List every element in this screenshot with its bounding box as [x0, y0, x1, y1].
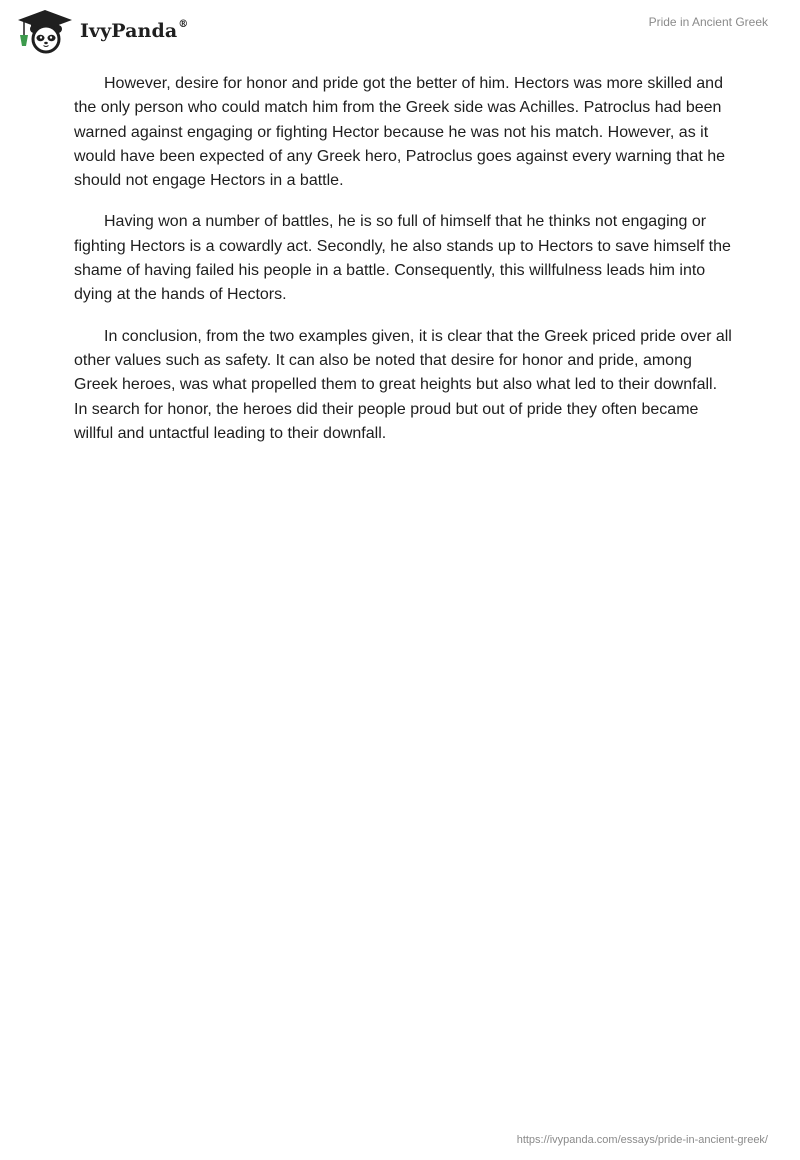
brand-name: IvyPanda®: [80, 18, 189, 42]
paragraph: Having won a number of battles, he is so full of himself that he thinks not engaging or fighting Hectors is a cowardly act. Secondly, he also stands up to Hectors to save himself the shame of having failed his people in a battle. Consequently, this willfulness leads him into dying at the hands of Hectors.: [74, 213, 731, 304]
registered-mark: ®: [178, 18, 189, 30]
source-url[interactable]: https://ivypanda.com/essays/pride-in-ancient-greek/: [516, 1134, 768, 1146]
essay-body: [74, 72, 734, 463]
paragraph: In conclusion, from the two examples given, it is clear that the Greek priced pride over all other values such as safety. It can also be noted that desire for honor and pride, among Greek heroes, was what propelled them to great heights but also what led to their downfall. In search for honor, the heroes did their people proud but out of pride they often became willful and untactful leading to their downfall.: [74, 327, 732, 442]
page-header: [0, 0, 800, 62]
running-title: Pride in Ancient Greek: [648, 15, 768, 29]
panda-graduate-icon: [16, 8, 74, 54]
brand-logo[interactable]: [16, 8, 188, 54]
paragraph: However, desire for honor and pride got the better of him. Hectors was more skilled and the only person who could match him from the Greek side was Achilles. Patroclus had been warned against engaging or fighting Hector because he was not his match. However, as it would have been expected of any Greek hero, Patroclus goes against every warning that he should not engage Hectors in a battle.: [74, 75, 726, 190]
